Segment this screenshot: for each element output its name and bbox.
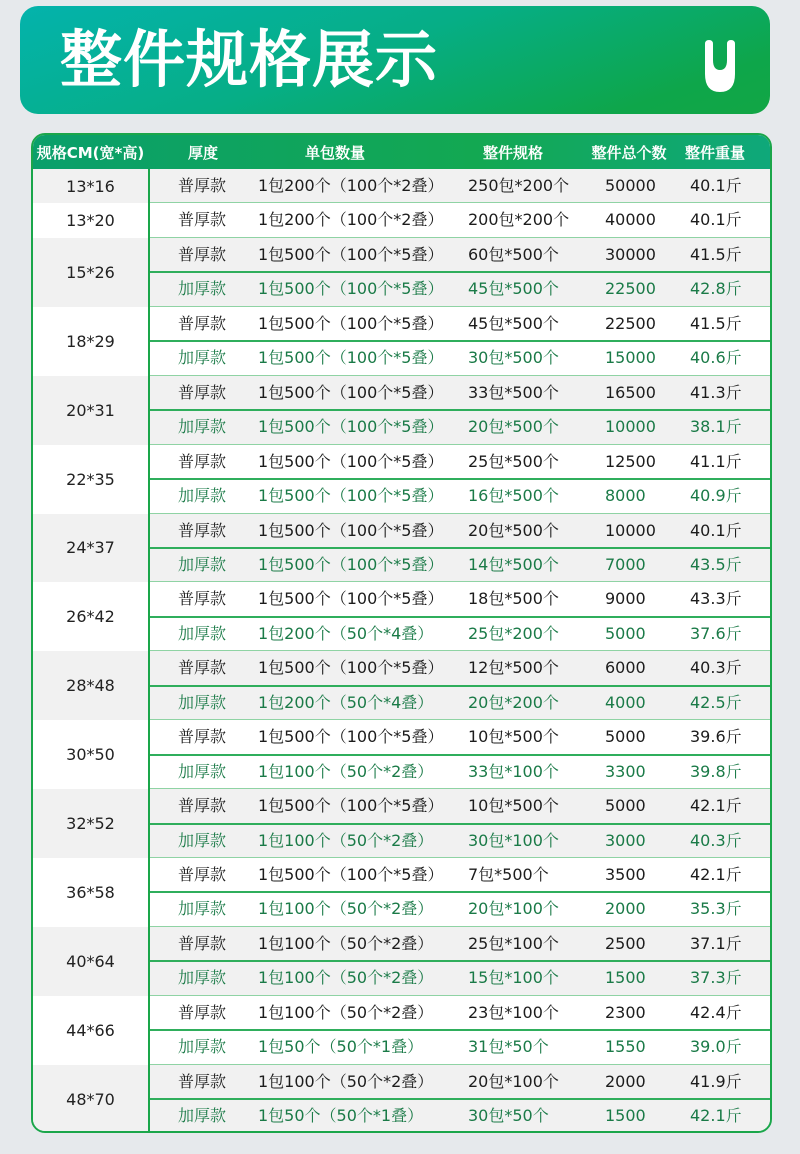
- thickness-cell: 加厚款: [178, 348, 227, 368]
- per-pack-cell: 1包200个（50个*4叠）: [258, 623, 434, 643]
- case-spec-cell: 20包*200个: [468, 692, 559, 712]
- table-row: [150, 272, 772, 306]
- row-divider: [150, 1029, 772, 1031]
- size-cell: 40*64: [33, 927, 148, 996]
- size-cell: 48*70: [33, 1065, 148, 1133]
- thickness-cell: 加厚款: [178, 968, 227, 988]
- case-total-cell: 3000: [605, 830, 646, 850]
- thickness-cell: 普厚款: [178, 210, 227, 230]
- thickness-cell: 普厚款: [178, 933, 227, 953]
- table-row: [150, 410, 772, 444]
- row-divider: [150, 340, 772, 342]
- case-weight-cell: 42.8斤: [690, 279, 742, 299]
- row-divider: [150, 547, 772, 549]
- thickness-cell: 加厚款: [178, 279, 227, 299]
- row-divider: [150, 891, 772, 893]
- page-title: 整件规格展示: [60, 23, 439, 96]
- per-pack-cell: 1包500个（100个*5叠）: [258, 451, 444, 471]
- case-total-cell: 4000: [605, 692, 646, 712]
- case-spec-cell: 25包*500个: [468, 451, 559, 471]
- per-pack-cell: 1包100个（50个*2叠）: [258, 761, 434, 781]
- table-row: [150, 514, 772, 548]
- table-row: [150, 858, 772, 892]
- thickness-cell: 普厚款: [178, 520, 227, 540]
- case-total-cell: 15000: [605, 348, 656, 368]
- table-row: [150, 651, 772, 685]
- thickness-cell: 加厚款: [178, 899, 227, 919]
- header-size: 规格CM(宽*高): [36, 144, 145, 162]
- row-divider: [150, 1098, 772, 1100]
- case-total-cell: 6000: [605, 658, 646, 678]
- case-weight-cell: 41.5斤: [690, 244, 742, 264]
- case-weight-cell: 42.4斤: [690, 1002, 742, 1022]
- thickness-cell: 加厚款: [178, 761, 227, 781]
- case-spec-cell: 250包*200个: [468, 176, 570, 195]
- thickness-cell: 加厚款: [178, 1037, 227, 1057]
- table-row: [150, 548, 772, 582]
- table-header: [33, 135, 770, 169]
- u-bag-icon: [700, 40, 740, 92]
- per-pack-cell: 1包500个（100个*5叠）: [258, 520, 444, 540]
- size-cell: 15*26: [33, 238, 148, 307]
- table-row: [150, 720, 772, 754]
- per-pack-cell: 1包50个（50个*1叠）: [258, 1037, 424, 1057]
- per-pack-cell: 1包500个（100个*5叠）: [258, 727, 444, 747]
- case-total-cell: 1550: [605, 1037, 646, 1057]
- case-weight-cell: 40.9斤: [690, 486, 742, 506]
- size-cell: 28*48: [33, 651, 148, 720]
- case-total-cell: 12500: [605, 451, 656, 471]
- case-total-cell: 10000: [605, 417, 656, 437]
- size-cell: 30*50: [66, 745, 115, 765]
- thickness-cell: 普厚款: [178, 727, 227, 747]
- case-spec-cell: 20包*100个: [468, 1071, 559, 1091]
- case-total-cell: 50000: [605, 176, 656, 195]
- size-cell: 36*58: [66, 882, 115, 902]
- thickness-cell: 加厚款: [178, 554, 227, 574]
- table-row: [150, 755, 772, 789]
- thickness-cell: 普厚款: [178, 313, 227, 333]
- case-weight-cell: 41.9斤: [690, 1071, 742, 1091]
- thickness-cell: 加厚款: [178, 1106, 227, 1126]
- case-total-cell: 3500: [605, 865, 646, 884]
- size-cell: 13*20: [66, 211, 115, 231]
- per-pack-cell: 1包500个（100个*5叠）: [258, 865, 444, 884]
- case-weight-cell: 37.1斤: [690, 933, 742, 953]
- case-total-cell: 3300: [605, 761, 646, 781]
- case-spec-cell: 18包*500个: [468, 589, 559, 609]
- case-spec-cell: 7包*500个: [468, 865, 549, 884]
- thickness-cell: 加厚款: [178, 417, 227, 437]
- thickness-cell: 普厚款: [178, 589, 227, 609]
- case-weight-cell: 41.3斤: [690, 382, 742, 402]
- case-total-cell: 1500: [605, 968, 646, 988]
- case-weight-cell: 43.3斤: [690, 589, 742, 609]
- size-cell: 18*29: [66, 331, 115, 351]
- case-spec-cell: 12包*500个: [468, 658, 559, 678]
- table-row: [150, 927, 772, 961]
- size-cell: 22*35: [66, 469, 115, 489]
- case-weight-cell: 39.0斤: [690, 1037, 742, 1057]
- case-spec-cell: 20包*500个: [468, 520, 559, 540]
- per-pack-cell: 1包500个（100个*5叠）: [258, 348, 444, 368]
- case-spec-cell: 30包*50个: [468, 1106, 549, 1126]
- thickness-cell: 普厚款: [178, 796, 227, 816]
- case-spec-cell: 25包*100个: [468, 933, 559, 953]
- per-pack-cell: 1包500个（100个*5叠）: [258, 796, 444, 816]
- case-spec-cell: 20包*100个: [468, 899, 559, 919]
- case-total-cell: 16500: [605, 382, 656, 402]
- row-divider: [150, 685, 772, 687]
- case-total-cell: 10000: [605, 520, 656, 540]
- case-weight-cell: 41.1斤: [690, 451, 742, 471]
- size-cell: 26*42: [66, 607, 115, 627]
- case-total-cell: 9000: [605, 589, 646, 609]
- thickness-cell: 普厚款: [178, 176, 227, 195]
- case-spec-cell: 10包*500个: [468, 796, 559, 816]
- case-spec-cell: 45包*500个: [468, 313, 559, 333]
- case-total-cell: 1500: [605, 1106, 646, 1126]
- table-row: [150, 1030, 772, 1064]
- per-pack-cell: 1包50个（50个*1叠）: [258, 1106, 424, 1126]
- size-cell: 13*16: [33, 169, 148, 203]
- case-spec-cell: 33包*100个: [468, 761, 559, 781]
- case-spec-cell: 200包*200个: [468, 210, 570, 230]
- thickness-cell: 普厚款: [178, 865, 227, 884]
- table-row: [150, 1065, 772, 1099]
- case-weight-cell: 41.5斤: [690, 313, 742, 333]
- table-row: [150, 582, 772, 616]
- per-pack-cell: 1包200个（50个*4叠）: [258, 692, 434, 712]
- case-total-cell: 5000: [605, 623, 646, 643]
- table-row: [150, 203, 772, 237]
- case-total-cell: 8000: [605, 486, 646, 506]
- case-total-cell: 5000: [605, 727, 646, 747]
- table-row: [150, 307, 772, 341]
- case-spec-cell: 25包*200个: [468, 623, 559, 643]
- per-pack-cell: 1包500个（100个*5叠）: [258, 244, 444, 264]
- case-weight-cell: 40.3斤: [690, 658, 742, 678]
- case-total-cell: 2000: [605, 1071, 646, 1091]
- per-pack-cell: 1包200个（100个*2叠）: [258, 176, 444, 195]
- case-total-cell: 2500: [605, 933, 646, 953]
- row-divider: [150, 478, 772, 480]
- case-total-cell: 40000: [605, 210, 656, 230]
- case-total-cell: 22500: [605, 313, 656, 333]
- per-pack-cell: 1包500个（100个*5叠）: [258, 589, 444, 609]
- row-divider: [150, 616, 772, 618]
- table-row: [150, 341, 772, 375]
- case-spec-cell: 14包*500个: [468, 554, 559, 574]
- thickness-cell: 普厚款: [178, 1071, 227, 1091]
- case-spec-cell: 31包*50个: [468, 1037, 549, 1057]
- table-row: [150, 238, 772, 272]
- header-per-pack: 单包数量: [304, 144, 365, 162]
- row-divider: [150, 754, 772, 756]
- case-weight-cell: 42.1斤: [690, 865, 742, 884]
- case-total-cell: 30000: [605, 244, 656, 264]
- case-spec-cell: 20包*500个: [468, 417, 559, 437]
- case-total-cell: 22500: [605, 279, 656, 299]
- case-weight-cell: 42.5斤: [690, 692, 742, 712]
- table-row: [150, 824, 772, 858]
- case-spec-cell: 10包*500个: [468, 727, 559, 747]
- thickness-cell: 加厚款: [178, 692, 227, 712]
- column-divider: [148, 169, 150, 1133]
- case-spec-cell: 33包*500个: [468, 382, 559, 402]
- size-cell: 44*66: [66, 1020, 115, 1040]
- table-row: [150, 169, 772, 203]
- per-pack-cell: 1包100个（50个*2叠）: [258, 899, 434, 919]
- per-pack-cell: 1包100个（50个*2叠）: [258, 968, 434, 988]
- header-case-weight: 整件重量: [684, 144, 745, 162]
- case-spec-cell: 16包*500个: [468, 486, 559, 506]
- thickness-cell: 普厚款: [178, 1002, 227, 1022]
- table-row: [150, 961, 772, 995]
- case-spec-cell: 30包*100个: [468, 830, 559, 850]
- per-pack-cell: 1包100个（50个*2叠）: [258, 830, 434, 850]
- header-case-spec: 整件规格: [482, 144, 543, 162]
- case-total-cell: 5000: [605, 796, 646, 816]
- title-banner: [20, 6, 770, 114]
- thickness-cell: 加厚款: [178, 830, 227, 850]
- case-spec-cell: 30包*500个: [468, 348, 559, 368]
- table-row: [150, 376, 772, 410]
- thickness-cell: 普厚款: [178, 244, 227, 264]
- size-cell: 24*37: [33, 514, 148, 583]
- per-pack-cell: 1包200个（100个*2叠）: [258, 210, 444, 230]
- thickness-cell: 普厚款: [178, 658, 227, 678]
- per-pack-cell: 1包500个（100个*5叠）: [258, 382, 444, 402]
- header-thickness: 厚度: [187, 144, 218, 162]
- case-weight-cell: 38.1斤: [690, 417, 742, 437]
- thickness-cell: 普厚款: [178, 382, 227, 402]
- header-case-total: 整件总个数: [591, 144, 667, 162]
- per-pack-cell: 1包100个（50个*2叠）: [258, 1002, 434, 1022]
- case-weight-cell: 35.3斤: [690, 899, 742, 919]
- case-weight-cell: 39.6斤: [690, 727, 742, 747]
- case-total-cell: 7000: [605, 554, 646, 574]
- thickness-cell: 加厚款: [178, 486, 227, 506]
- case-weight-cell: 42.1斤: [690, 1106, 742, 1126]
- table-row: [150, 686, 772, 720]
- table-row: [150, 479, 772, 513]
- case-spec-cell: 23包*100个: [468, 1002, 559, 1022]
- per-pack-cell: 1包500个（100个*5叠）: [258, 417, 444, 437]
- case-weight-cell: 39.8斤: [690, 761, 742, 781]
- table-row: [150, 892, 772, 926]
- size-cell: 32*52: [33, 789, 148, 858]
- thickness-cell: 普厚款: [178, 451, 227, 471]
- case-spec-cell: 60包*500个: [468, 244, 559, 264]
- case-total-cell: 2000: [605, 899, 646, 919]
- case-weight-cell: 40.1斤: [690, 520, 742, 540]
- case-weight-cell: 37.3斤: [690, 968, 742, 988]
- case-weight-cell: 43.5斤: [690, 554, 742, 574]
- row-divider: [150, 823, 772, 825]
- spec-table: [31, 133, 772, 1133]
- per-pack-cell: 1包500个（100个*5叠）: [258, 279, 444, 299]
- table-row: [150, 996, 772, 1030]
- table-row: [150, 789, 772, 823]
- table-row: [150, 445, 772, 479]
- row-divider: [150, 409, 772, 411]
- case-weight-cell: 37.6斤: [690, 623, 742, 643]
- case-weight-cell: 40.1斤: [690, 210, 742, 230]
- case-spec-cell: 15包*100个: [468, 968, 559, 988]
- per-pack-cell: 1包100个（50个*2叠）: [258, 1071, 434, 1091]
- case-weight-cell: 40.3斤: [690, 830, 742, 850]
- case-spec-cell: 45包*500个: [468, 279, 559, 299]
- table-row: [150, 617, 772, 651]
- thickness-cell: 加厚款: [178, 623, 227, 643]
- size-cell: 20*31: [33, 376, 148, 445]
- case-weight-cell: 40.1斤: [690, 176, 742, 195]
- case-weight-cell: 40.6斤: [690, 348, 742, 368]
- per-pack-cell: 1包500个（100个*5叠）: [258, 486, 444, 506]
- case-weight-cell: 42.1斤: [690, 796, 742, 816]
- table-row: [150, 1099, 772, 1133]
- per-pack-cell: 1包500个（100个*5叠）: [258, 658, 444, 678]
- per-pack-cell: 1包500个（100个*5叠）: [258, 313, 444, 333]
- row-divider: [150, 271, 772, 273]
- per-pack-cell: 1包500个（100个*5叠）: [258, 554, 444, 574]
- case-total-cell: 2300: [605, 1002, 646, 1022]
- per-pack-cell: 1包100个（50个*2叠）: [258, 933, 434, 953]
- row-divider: [150, 960, 772, 962]
